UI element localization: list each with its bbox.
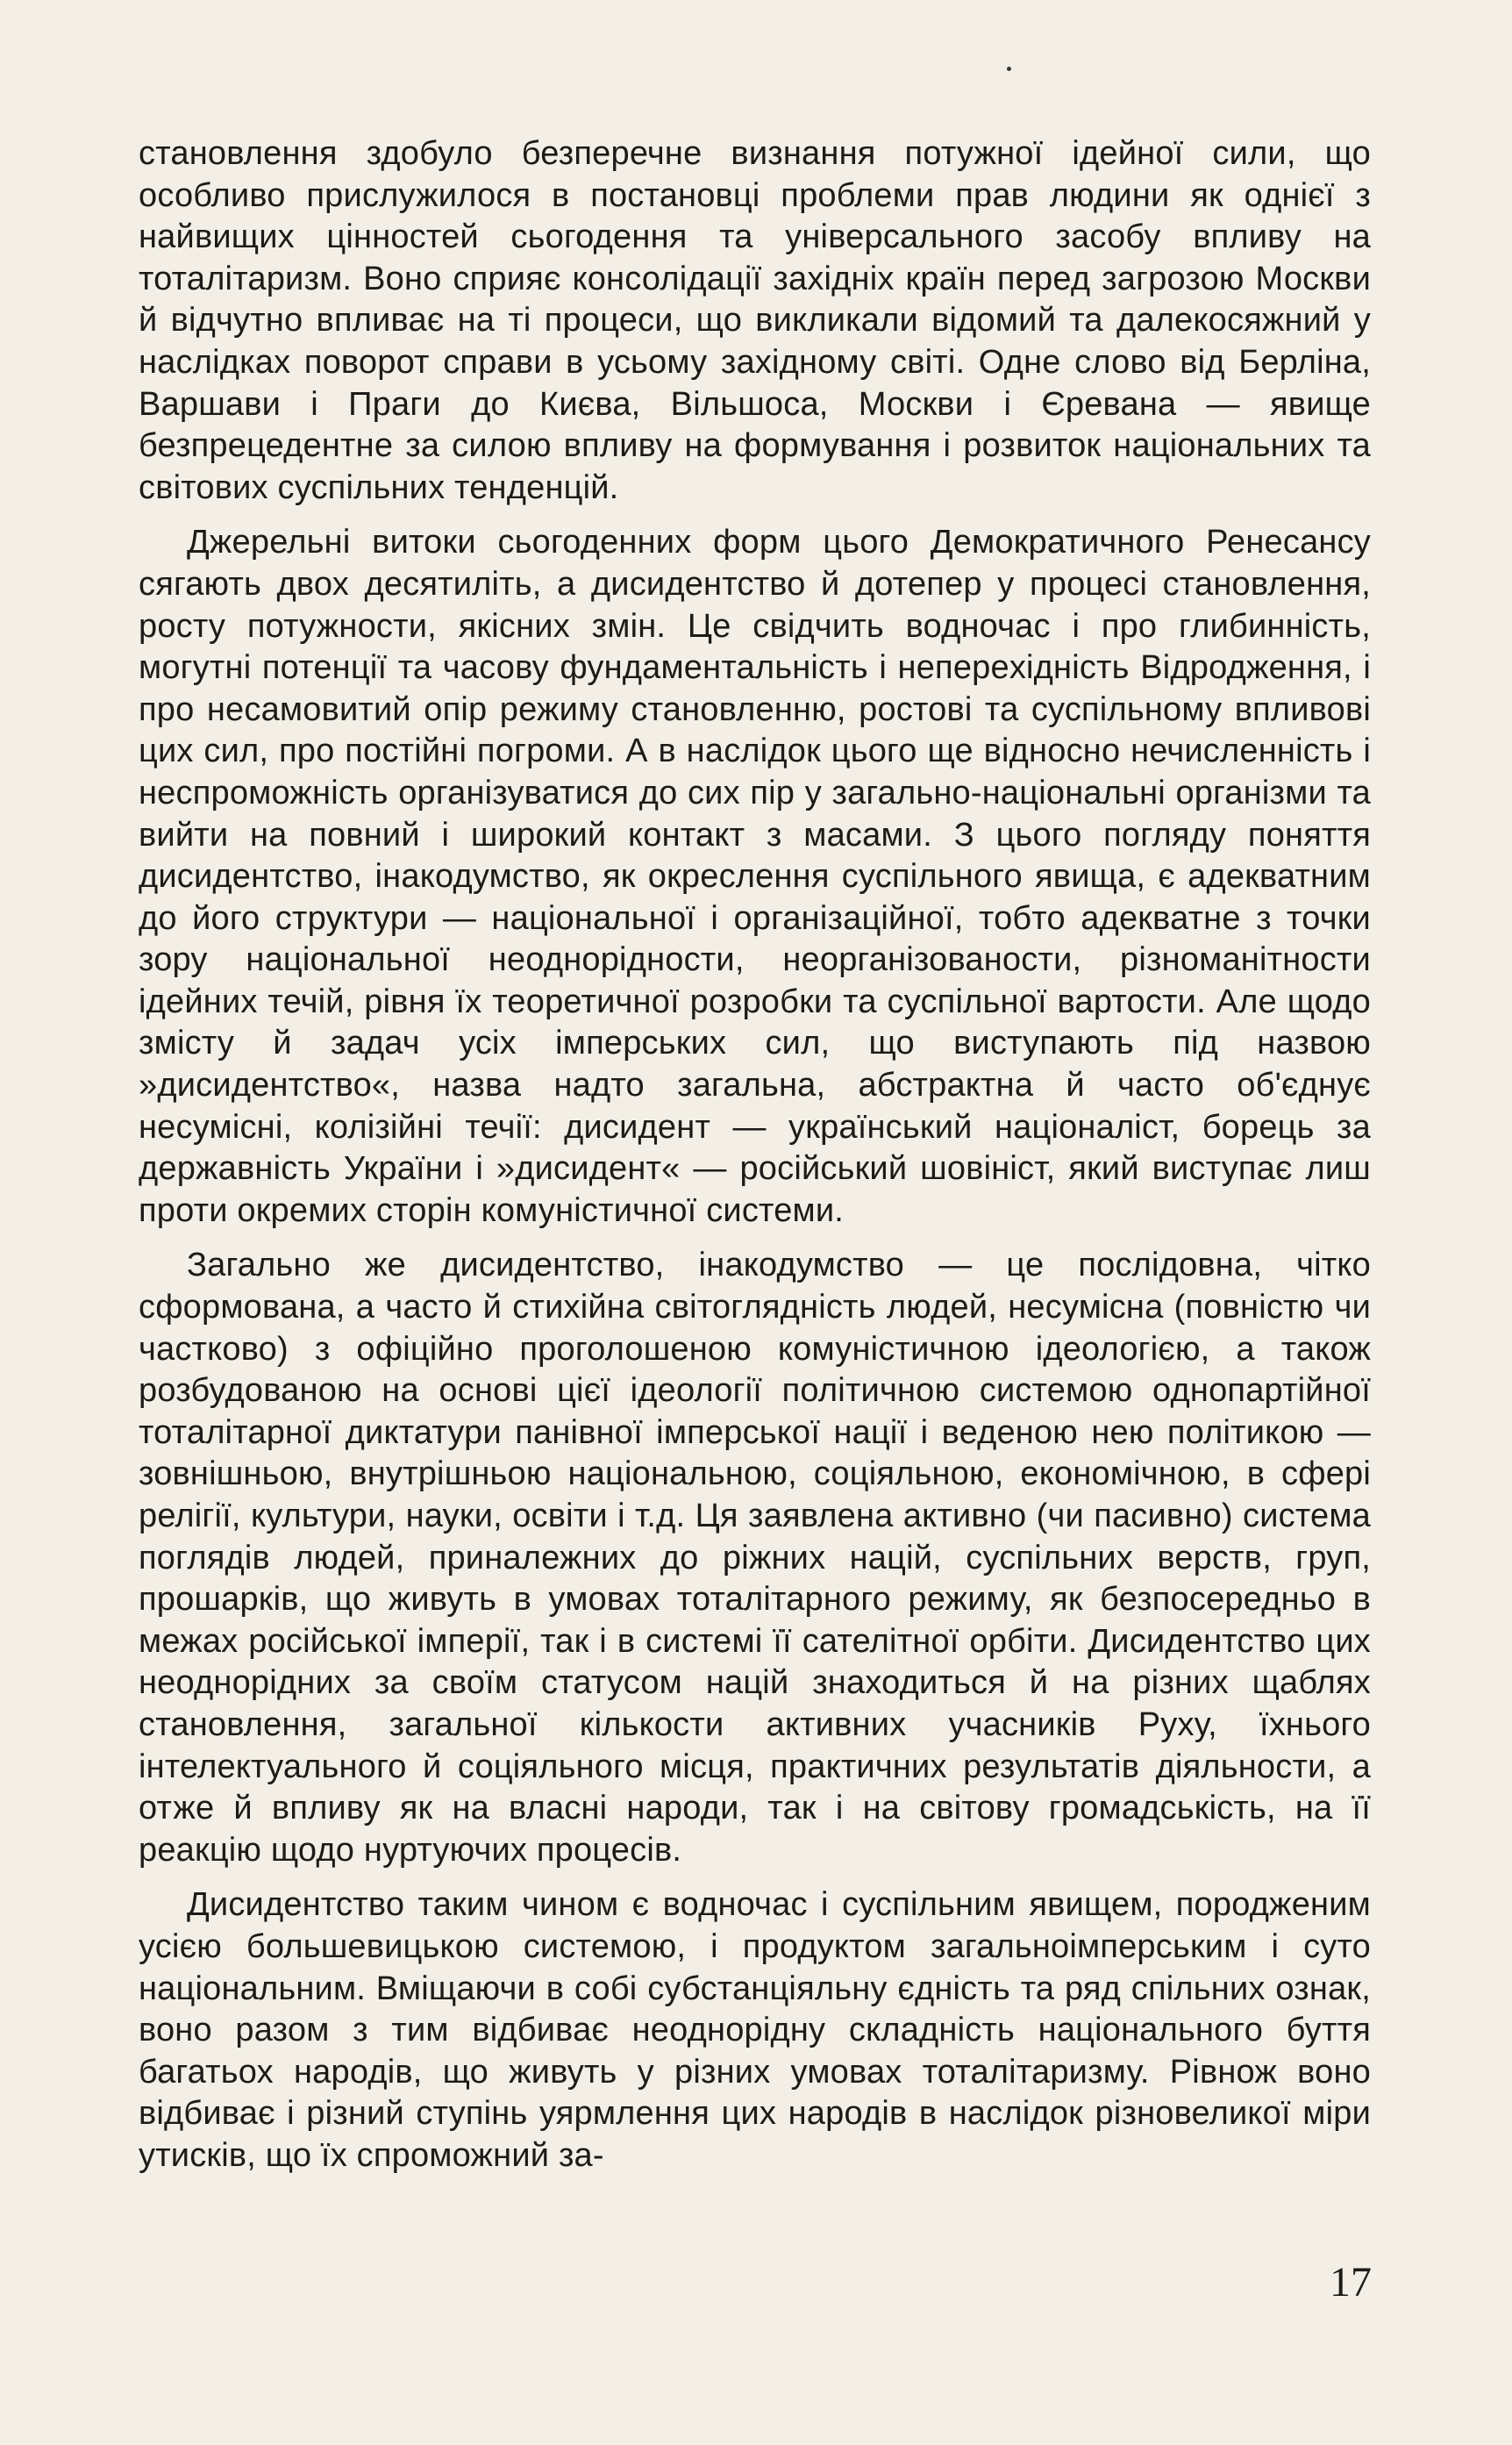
print-speck [1007,67,1011,71]
paragraph-2: Джерельні витоки сьогоденних форм цього Демократичного Ренесансу сягають двох десятиліть, а дисидентство й дотепер у процесі становлення, росту потужности, якісних змін. Це свідчить водночас і про глибинність, могутні потенції та часову фундаментальність і непереxідність Відродження, і про несамовитий опір режиму становленню, ростові та суспільному впливові цих сил, про постійні погроми. А в наслідок цього ще відносно нечисленність і неспроможність організуватися до сих пір у загально-національні організми та вийти на повний і широкий контакт з масами. З цього погляду поняття дисидентство, інакодумство, як окреслення суспільного явища, є адекватним до його структури — національної і організаційної, тобто адекватне з точки зору національної неоднорідности, неорганізованости, різноманітности ідейних течій, рівня їх теоретичної розробки та суспільної вартости. Але щодо змісту й задач усіх імперських сил, що виступають під назвою »дисидентство«, назва надто загальна, абстрактна й часто об'єднує несумісні, колізійні течії: дисидент — український націоналіст, борець за державність України і »дисидент« — російський шовініст, який виступає лиш проти окремих сторін комуністичної системи. [139,524,1371,1229]
page-number: 17 [1330,2259,1372,2306]
paragraph-1: становлення здобуло безперечне визнання потужної ідейної сили, що особливо прислужилося в постановці проблеми прав людини як однієї з найвищих цінностей сьогодення та універсального засобу впливу на тоталітаризм. Воно сприяє консолідації західніх країн перед загрозою Москви й відчутно впливає на ті процеси, що викликали відомий та далекосяжний у наслідках поворот справи в усьому західному світі. Одне слово від Берліна, Варшави і Праги до Києва, Вільшоса, Москви і Єревана — явище безпрецедентне за силою впливу на формування і розвиток національних та світових суспільних тенденцій. [139,135,1371,506]
body-text [139,133,1371,2191]
paragraph-4: Дисидентство таким чином є водночас і суспільним явищем, породженим усією большевицькою системою, і продуктом загальноімперським і суто національним. Вміщаючи в собі субстанціяльну єдність та ряд спільних ознак, воно разом з тим відбиває неоднорідну складність національного буття багатьох народів, що живуть у різних умовах тоталітаризму. Рівнож воно відбиває і різний ступінь уярмлення цих народів в наслідок різновеликої міри утисків, що їх спроможний за- [139,1886,1371,2174]
paragraph-3: Загально же дисидентство, інакодумство — це послідовна, чітко сформована, а часто й стихійна світоглядність людей, несумісна (повністю чи частково) з офіційно проголошеною комуністичною ідеологією, а також розбудованою на основі цієї ідеології політичною системою однопартійної тоталітарної диктатури панівної імперської нації і веденою нею політикою — зовнішньою, внутрішньою національною, соціяльною, економічною, в сфері релігії, культури, науки, освіти і т.д. Ця заявлена активно (чи пасивно) система поглядів людей, приналежних до ріжних націй, суспільних верств, груп, прошарків, що живуть в умовах тоталітарного режиму, як безпосередньо в межах російської імперії, так і в системі її сателітної орбіти. Дисидентство цих неоднорідних за своїм статусом націй знаходиться й на різних щаблях становлення, загальної кількости активних учасників Руху, їхнього інтелектуального й соціяльного місця, практичних результатів діяльности, а отже й впливу як на власні народи, так і на світову громадськість, на її реакцію щодо нуртуючих процесів. [139,1247,1371,1869]
